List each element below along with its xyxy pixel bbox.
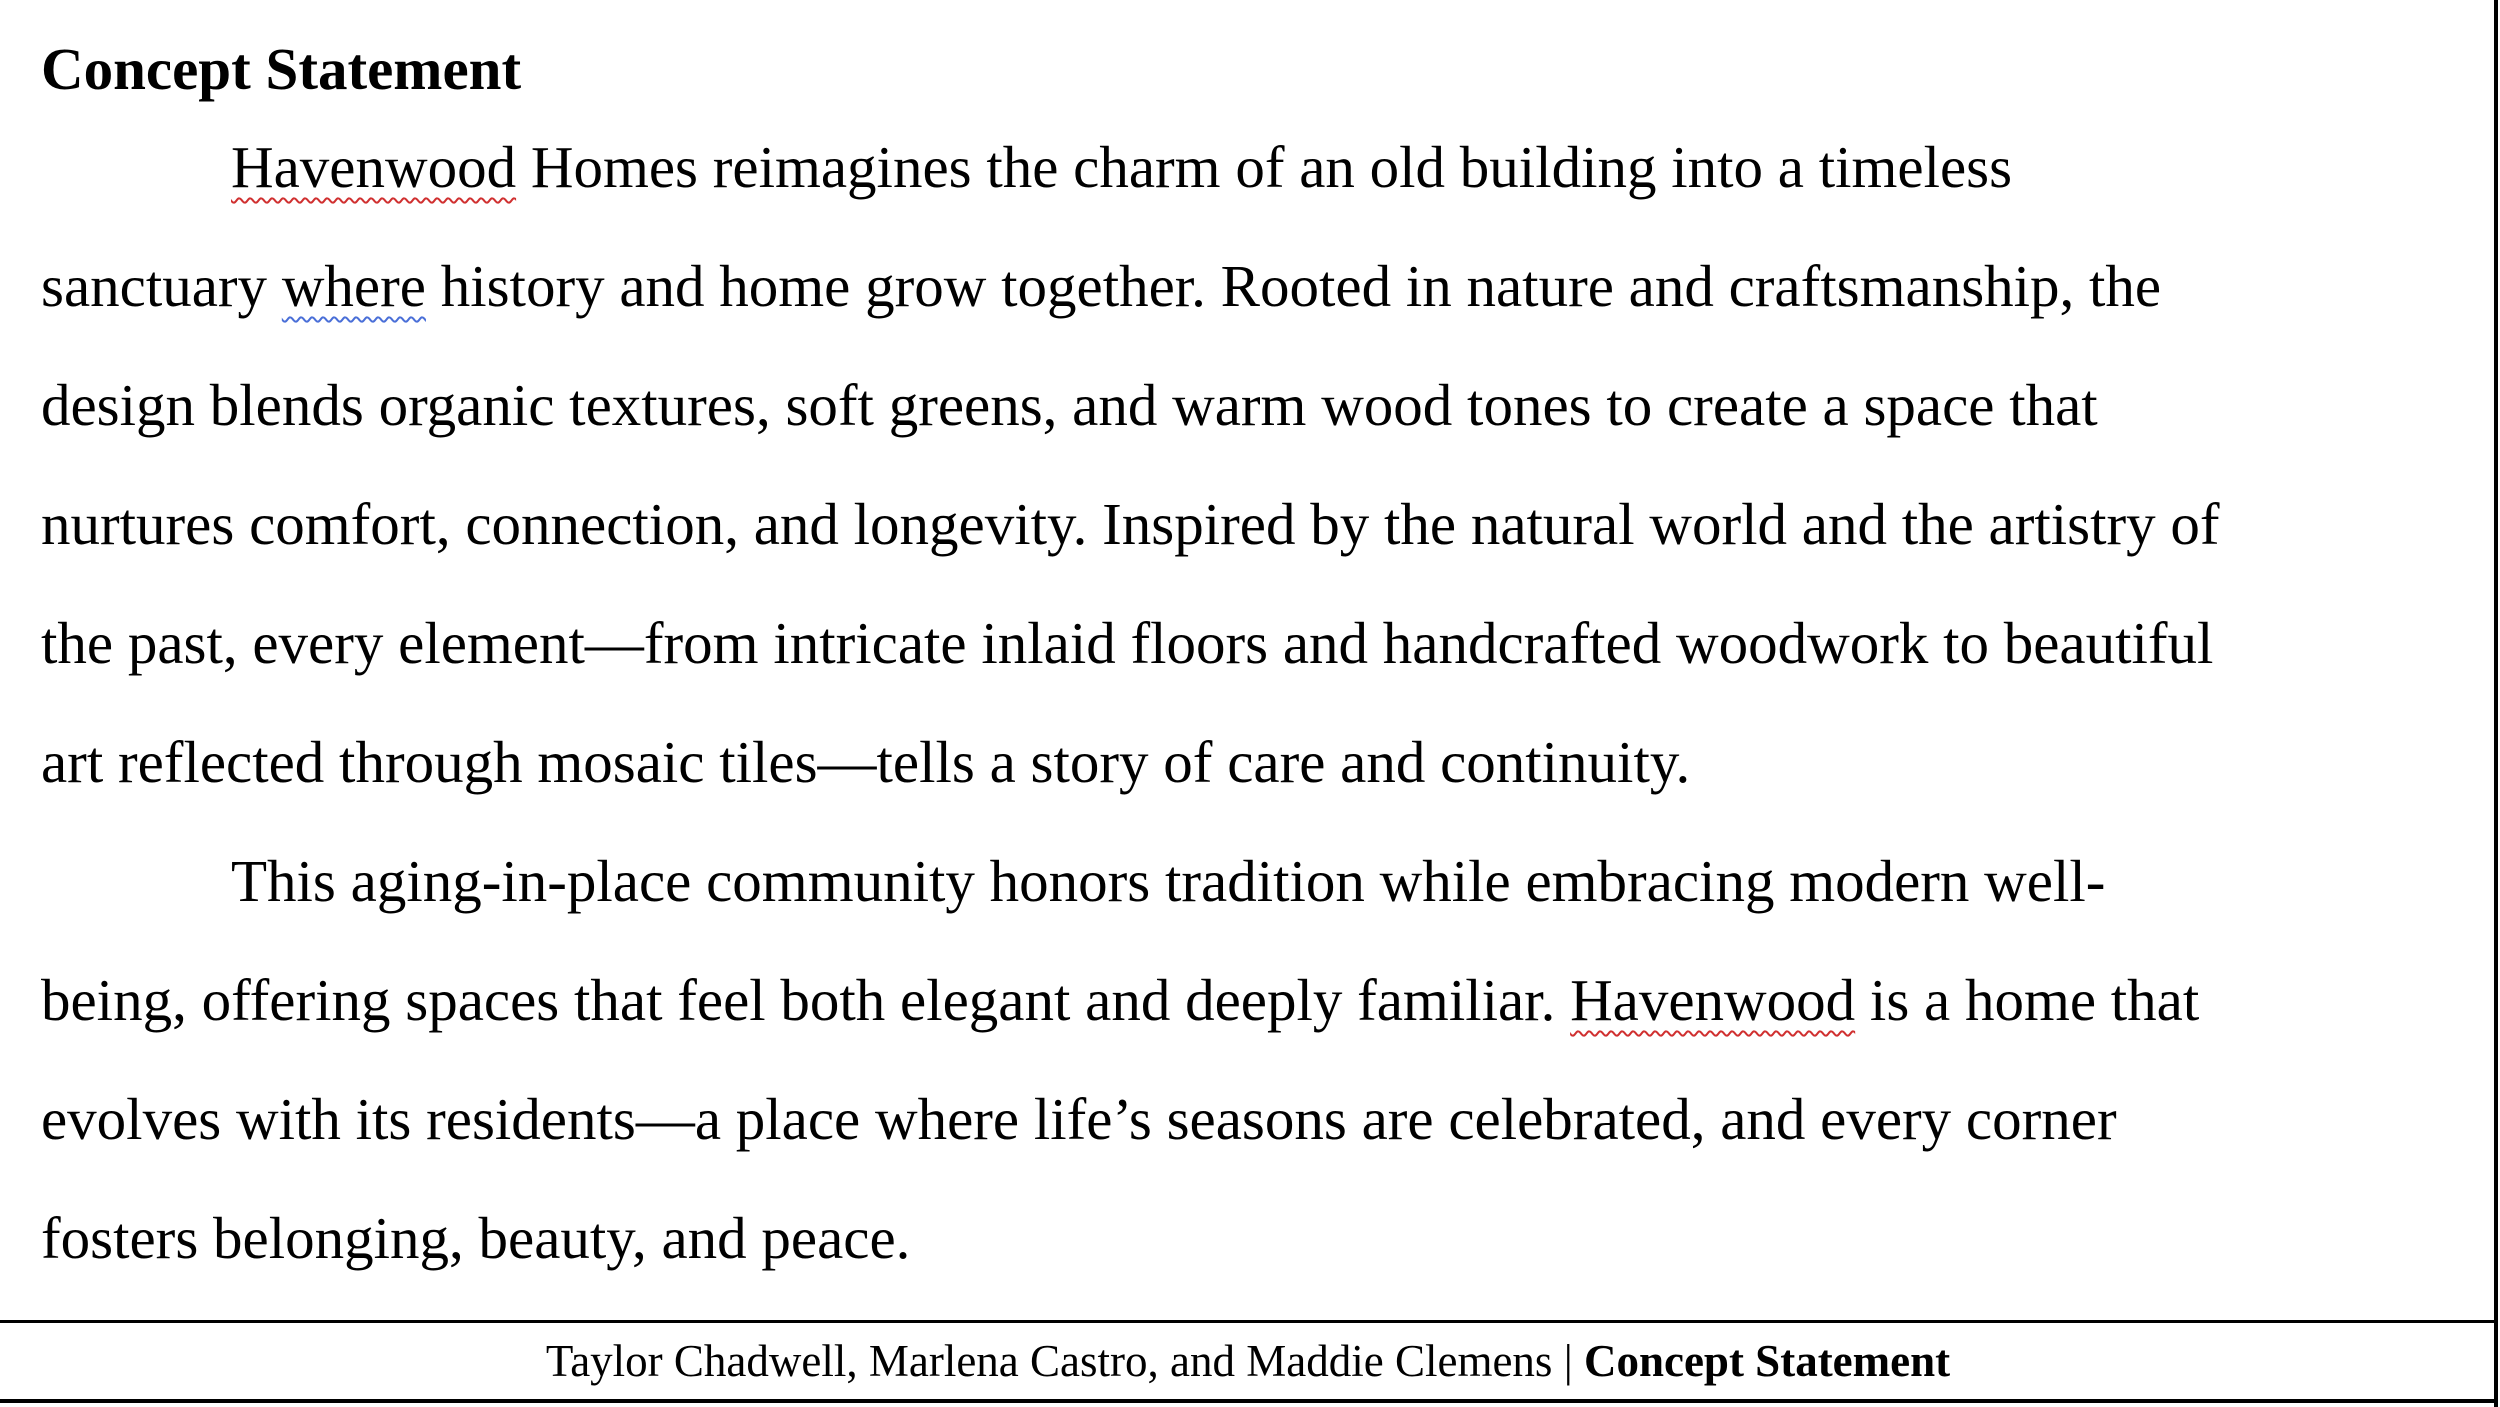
footer-separator: | — [1552, 1336, 1584, 1386]
paragraph-2-line-2 — [41, 941, 2481, 1060]
paragraph-2-line-1: This aging-in-place community honors tradition while embracing modern well- — [231, 848, 2106, 914]
misspelled-word[interactable]: Havenwood — [1570, 967, 1856, 1033]
paragraph-1-line-6: art reflected through mosaic tiles—tells a story of care and continuity. — [41, 729, 1691, 795]
document-body[interactable] — [41, 30, 2481, 1298]
paragraph-1 — [41, 108, 2481, 822]
paragraph-1-line-2 — [41, 227, 2481, 346]
footer-authors: Taylor Chadwell, Marlena Castro, and Maddie Clemens — [545, 1336, 1553, 1386]
paragraph-2-line-3: evolves with its residents—a place where life’s seasons are celebrated, and every corner — [41, 1086, 2117, 1152]
paragraph-1-line-1 — [41, 108, 2481, 227]
grammar-flagged-word[interactable]: where — [281, 253, 426, 319]
paragraph-1-line-4: nurtures comfort, connection, and longevity. Inspired by the natural world and the artistry of — [41, 491, 2220, 557]
misspelled-word[interactable]: Havenwood — [231, 134, 517, 200]
page-edge-rule — [2494, 0, 2498, 1407]
line-text: history and home grow together. Rooted in nature and craftsmanship, the — [425, 253, 2162, 319]
line-text: being, offering spaces that feel both elegant and deeply familiar. — [41, 967, 1571, 1033]
paragraph-2 — [41, 822, 2481, 1298]
page-footer — [0, 1320, 2496, 1403]
paragraph-2-line-4: fosters belonging, beauty, and peace. — [41, 1205, 911, 1271]
paragraph-1-line-3: design blends organic textures, soft greens, and warm wood tones to create a space that — [41, 372, 2098, 438]
line-text: Homes reimagines the charm of an old building into a timeless — [516, 134, 2013, 200]
footer-title: Concept Statement — [1583, 1336, 1951, 1386]
paragraph-1-line-5: the past, every element—from intricate inlaid floors and handcrafted woodwork to beautiful — [41, 610, 2214, 676]
page-title: Concept Statement — [41, 36, 522, 102]
line-text: is a home that — [1855, 967, 2200, 1033]
line-text: sanctuary — [41, 253, 282, 319]
